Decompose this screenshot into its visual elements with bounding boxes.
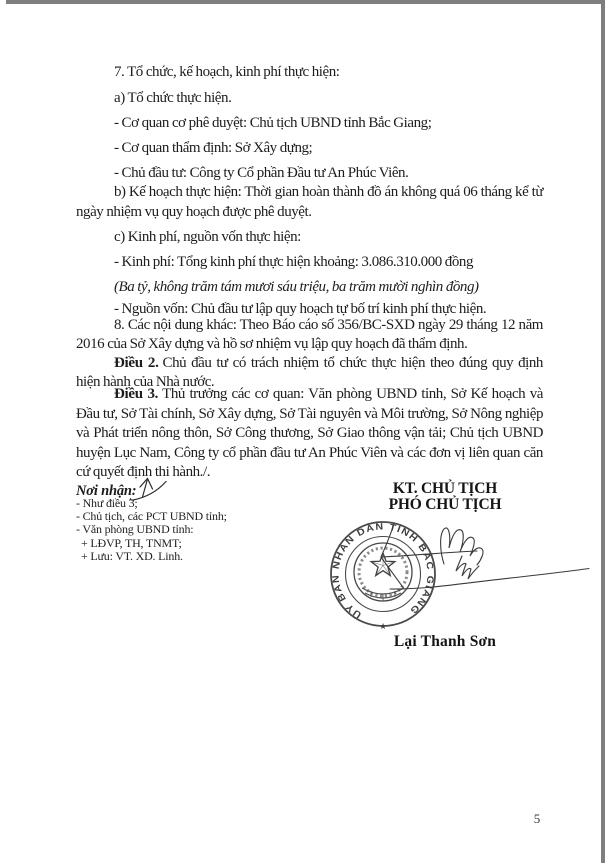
para-chu-dau-tu: - Chủ đầu tư: Công ty Cổ phần Đầu tư An Phúc Viên. xyxy=(114,165,409,181)
recipient-item: + Lưu: VT. XD. Linh. xyxy=(81,548,183,563)
para-8-noi-dung-khac: 8. Các nội dung khác: Theo Báo cáo số 356/BC-SXD ngày 29 tháng 12 năm 2016 của Sở Xây dựng và hồ sơ nhiệm vụ lập quy hoạch đã thẩm định. xyxy=(76,317,543,352)
seal-ring-text: ỦY BAN NHÂN DÂN TỈNH BẮC GIANG xyxy=(330,521,436,621)
signature-cross-stroke xyxy=(381,551,477,557)
recipient-item: - Văn phòng UBND tỉnh: xyxy=(76,522,194,537)
page-number: 5 xyxy=(533,811,541,826)
article-3-label: Điều 3. xyxy=(114,386,159,402)
para-7-heading: 7. Tổ chức, kế hoạch, kinh phí thực hiện: xyxy=(114,64,340,80)
seal-inner-circle xyxy=(346,537,421,612)
recipient-item: - Chủ tịch, các PCT UBND tỉnh; xyxy=(76,509,227,524)
recipient-item: - Như điều 3; xyxy=(76,496,138,510)
recipient-item: + LĐVP, TH, TNMT; xyxy=(81,535,182,550)
para-nguon-von: - Nguồn vốn: Chủ đầu tư lập quy hoạch tự bố trí kinh phí thực hiện. xyxy=(114,301,487,317)
seal-outer-circle xyxy=(331,522,435,626)
scan-edge-right xyxy=(601,0,605,863)
seal-star-separator: ★ xyxy=(379,621,387,631)
para-a-to-chuc: a) Tổ chức thực hiện. xyxy=(114,90,232,106)
article-2-label: Điều 2. xyxy=(114,355,159,371)
article-3-text: Thủ trưởng các cơ quan: Văn phòng UBND tỉnh, Sở Kế hoạch và Đầu tư, Sở Tài chính, Sở Xây dựng, Sở Tài nguyên và Môi trường, Sở Nông nghiệp và Phát triển nông thôn, Sở Công thương, Sở Giao thông vận tải; Chủ tịch UBND huyện Lục Nam, Công ty cổ phần đầu tư An Phúc Viên và các đơn vị liên quan căn cứ quyết định thi hành./. xyxy=(76,386,543,480)
signer-title-line2: PHÓ CHỦ TỊCH xyxy=(388,495,502,513)
signer-title-block xyxy=(314,481,576,512)
recipients-list xyxy=(76,497,227,563)
signer-name: Lại Thanh Sơn xyxy=(393,633,497,650)
signature-down-stroke xyxy=(381,524,404,589)
para-co-quan-tham-dinh: - Cơ quan thẩm định: Sở Xây dựng; xyxy=(114,140,313,156)
para-b-ke-hoach: b) Kế hoạch thực hiện: Thời gian hoàn thành đồ án không quá 06 tháng kể từ ngày nhiệm vụ quy hoạch được phê duyệt. xyxy=(76,184,543,220)
signature-flourish xyxy=(441,528,483,565)
article-2-text: Chủ đầu tư có trách nhiệm tổ chức thực hiện theo đúng quy định hiện hành của Nhà nước. xyxy=(76,355,543,390)
para-c-kinh-phi: c) Kinh phí, nguồn vốn thực hiện: xyxy=(114,229,301,245)
scan-edge-top xyxy=(6,0,605,4)
recipients-heading: Nơi nhận: xyxy=(76,483,137,499)
signature-long-tail xyxy=(390,569,589,590)
article-3 xyxy=(76,385,543,483)
emblem-banner xyxy=(362,588,404,594)
signer-title-line1: KT. CHỦ TỊCH xyxy=(392,480,498,497)
national-emblem xyxy=(354,543,412,601)
signature xyxy=(381,524,589,589)
para-amount-in-words: (Ba tỷ, không trăm tám mươi sáu triệu, ba trăm mười nghìn đồng) xyxy=(114,279,479,295)
signature-flourish-tail xyxy=(456,556,479,579)
official-seal xyxy=(330,521,435,631)
svg-text:ỦY BAN NHÂN DÂN TỈNH BẮC GIANG xyxy=(330,521,435,621)
para-kinh-phi-amount: - Kinh phí: Tổng kinh phí thực hiện khoảng: 3.086.310.000 đồng xyxy=(114,254,474,270)
emblem-star xyxy=(371,553,395,576)
para-co-quan-phe-duyet: - Cơ quan cơ phê duyệt: Chủ tịch UBND tỉnh Bắc Giang; xyxy=(114,115,432,131)
